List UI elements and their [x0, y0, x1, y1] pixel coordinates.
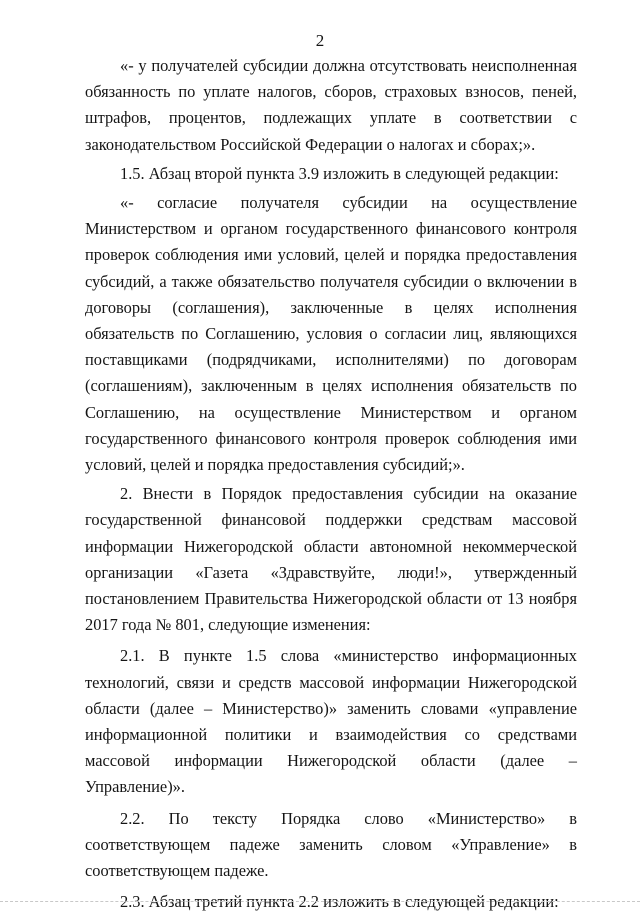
scan-edge-divider — [0, 901, 640, 902]
paragraph-2-3: 2.3. Абзац третий пункта 2.2 изложить в следующей редакции: — [120, 892, 559, 912]
document-body — [85, 53, 577, 916]
paragraph-consent-inspections: «- согласие получателя субсидии на осуществление Министерством и органом государственного финансового контроля проверок соблюдения ими условий, целей и порядка предоставления субсидий, а также обязательство получателя субсидии о включении в договоры (соглашения), заключенные в целях исполнения обязательств по Соглашению, условия о согласии лиц, являющихся поставщиками (подрядчиками, исполнителями) по договорам (соглашениям), заключенным в целях исполнения обязательств по Соглашению, на осуществление Министерством и органом государственного финансового контроля проверок соблюдения ими условий, целей и порядка предоставления субсидий;». — [85, 193, 577, 475]
paragraph-2-2: 2.2. По тексту Порядка слово «Министерство» в соответствующем падеже заменить словом «Управление» в соответствующем падеже. — [85, 808, 577, 881]
paragraph-2-1: 2.1. В пункте 1.5 слова «министерство информационных технологий, связи и средств массовой информации Нижегородской области (далее – Министерство)» заменить словами «управление информационной политики и взаимодействия со средствами массовой информации Нижегородской области (далее – Управление)». — [85, 646, 577, 797]
paragraph-2: 2. Внести в Порядок предоставления субсидии на оказание государственной финансовой поддержки средствам массовой информации Нижегородской области автономной некоммерческой организации «Газета «Здравствуйте, люди!», утвержденный постановлением Правительства Нижегородской области от 13 ноября 2017 года № 801, следующие изменения: — [85, 484, 577, 635]
page-number: 2 — [315, 31, 325, 50]
paragraph-1-5: 1.5. Абзац второй пункта 3.9 изложить в следующей редакции: — [120, 163, 559, 183]
paragraph-tax-obligation: «- у получателей субсидии должна отсутствовать неисполненная обязанность по уплате налогов, сборов, страховых взносов, пеней, штрафов, процентов, подлежащих уплате в соответствии с законодательством Российской Федерации о налогах и сборах;». — [85, 56, 577, 154]
